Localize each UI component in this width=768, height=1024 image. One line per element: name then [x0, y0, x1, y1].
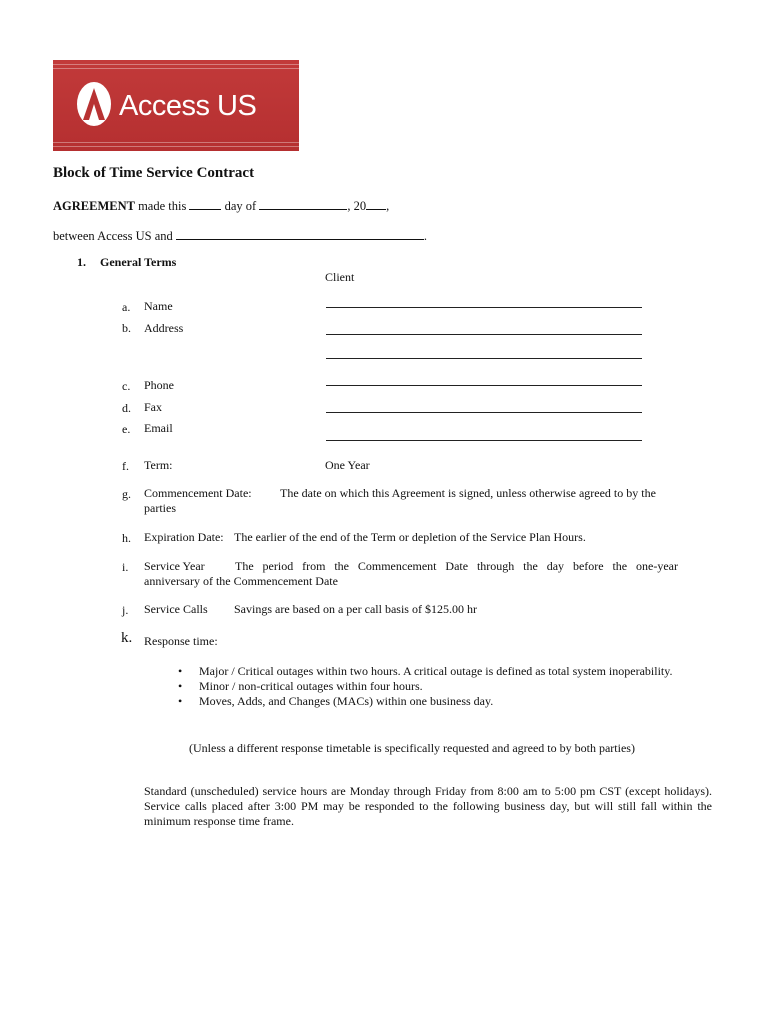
response-time-label: Response time:: [144, 634, 218, 648]
fax-label: Fax: [144, 400, 162, 414]
client-name-blank[interactable]: [176, 227, 424, 240]
expiration-letter: h.: [122, 531, 131, 545]
month-blank[interactable]: [259, 197, 347, 210]
agreement-year-prefix: , 20: [347, 199, 367, 213]
term-label: Term:: [144, 458, 173, 472]
commencement-letter: g.: [122, 487, 131, 501]
fax-field-line[interactable]: [326, 412, 642, 413]
response-time-letter: k.: [121, 630, 133, 646]
field-letter: e.: [122, 422, 131, 436]
list-item: • Major / Critical outages within two hours. A critical outage is defined as total system inoperability.: [174, 664, 677, 679]
section-heading: General Terms: [100, 255, 177, 269]
name-label: Name: [144, 299, 173, 313]
commencement-label: Commencement Date:: [144, 486, 252, 500]
expiration-label: Expiration Date:: [144, 530, 224, 544]
term-value: One Year: [325, 458, 370, 472]
section-number: 1.: [77, 255, 86, 269]
list-item: • Minor / non-critical outages within four hours.: [174, 679, 677, 694]
between-end: .: [423, 229, 428, 243]
client-column-header: Client: [325, 270, 355, 284]
commencement-text-line1: The date on which this Agreement is signed, unless otherwise agreed to by the: [280, 486, 656, 500]
field-letter: b.: [122, 321, 131, 335]
agreement-made-this: made this: [138, 199, 187, 213]
agreement-comma: ,: [386, 199, 390, 213]
service-calls-text: Savings are based on a per call basis of $125.00 hr: [234, 602, 477, 616]
logo-brand-text: Access US: [119, 90, 257, 122]
standard-hours-paragraph: Standard (unscheduled) service hours are Monday through Friday from 8:00 am to 5:00 pm CST (except holidays). Service calls placed after 3:00 PM may be responded to the following business day, but will still fall within the minimum response time frame.: [144, 784, 712, 828]
company-logo: [53, 60, 299, 151]
service-year-text-line1: The period from the Commencement Date through the day before the one-year: [235, 559, 678, 573]
expiration-text: The earlier of the end of the Term or depletion of the Service Plan Hours.: [234, 530, 586, 544]
response-time-list: [174, 664, 677, 709]
name-field-line[interactable]: [326, 307, 642, 308]
response-time-note: (Unless a different response timetable is specifically requested and agreed to by both parties): [189, 741, 635, 755]
service-year-label: Service Year: [144, 559, 205, 573]
phone-field-line[interactable]: [326, 385, 642, 386]
logo-mark-icon: [75, 80, 113, 128]
field-letter: d.: [122, 401, 131, 415]
phone-label: Phone: [144, 378, 174, 392]
email-field-line[interactable]: [326, 440, 642, 441]
address-field-line-1[interactable]: [326, 334, 642, 335]
between-text: between Access US and: [53, 229, 173, 243]
agreement-line: [53, 197, 389, 214]
email-label: Email: [144, 421, 173, 435]
between-line: [53, 227, 427, 244]
service-calls-letter: j.: [122, 603, 129, 617]
commencement-text-line2: parties: [144, 501, 176, 515]
list-item: • Moves, Adds, and Changes (MACs) within one business day.: [174, 694, 677, 709]
address-label: Address: [144, 321, 184, 335]
document-title: Block of Time Service Contract: [53, 165, 255, 181]
service-year-text-line2: anniversary of the Commencement Date: [144, 574, 338, 588]
service-year-letter: i.: [122, 560, 129, 574]
year-blank[interactable]: [366, 197, 386, 210]
address-field-line-2[interactable]: [326, 358, 642, 359]
service-calls-label: Service Calls: [144, 602, 208, 616]
field-letter: c.: [122, 379, 131, 393]
term-letter: f.: [122, 459, 129, 473]
agreement-day-of: day of: [224, 199, 257, 213]
agreement-keyword: AGREEMENT: [53, 199, 135, 213]
field-letter: a.: [122, 300, 131, 314]
day-blank[interactable]: [189, 197, 221, 210]
